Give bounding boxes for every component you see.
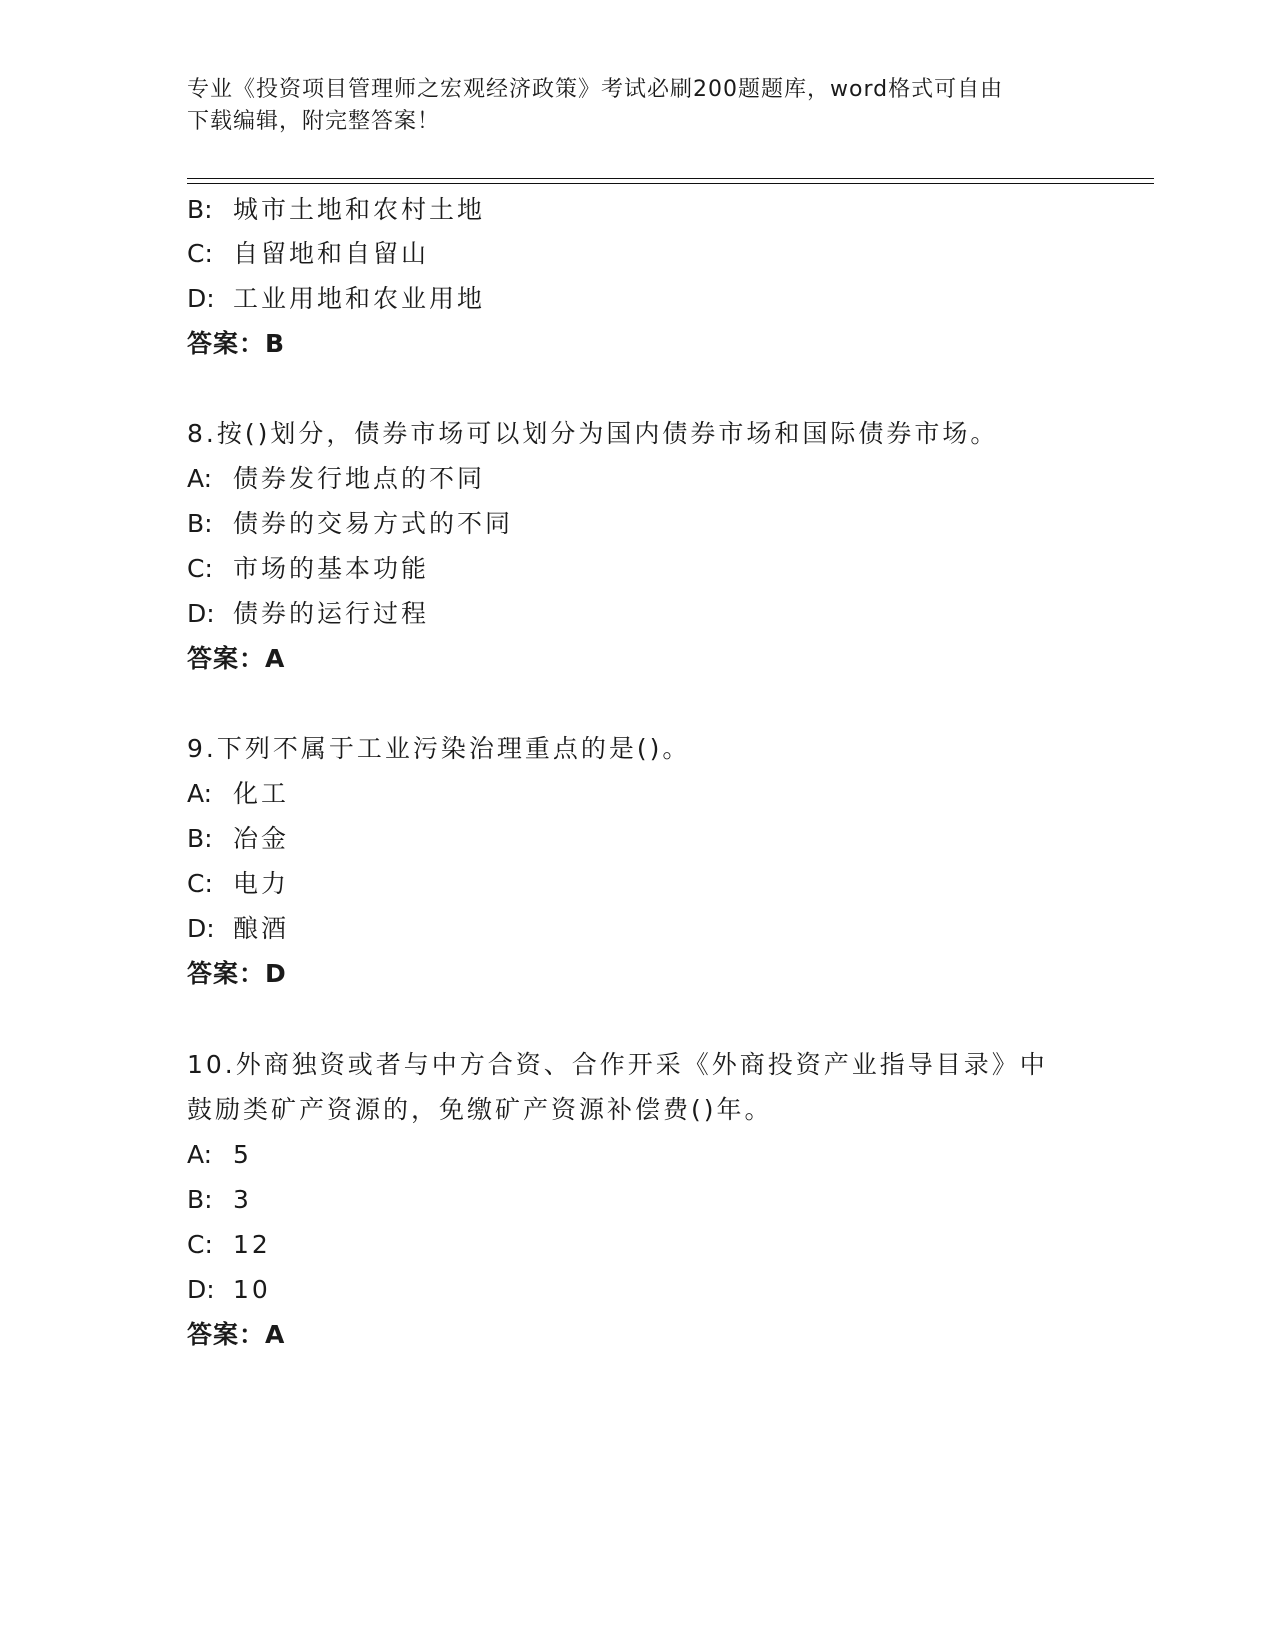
option-text: 5 [233,1140,252,1169]
option-text: 工业用地和农业用地 [233,284,486,313]
q9-option-a [187,779,289,809]
q10-option-b [187,1185,252,1215]
option-text: 债券发行地点的不同 [233,464,486,493]
option-label: D: [187,599,215,628]
option-text: 3 [233,1185,252,1214]
option-text: 酿酒 [233,914,290,943]
option-text: 城市土地和农村土地 [233,195,486,224]
option-text: 10 [233,1275,271,1304]
option-label: A: [187,1140,213,1169]
option-label: B: [187,1185,213,1214]
q9-option-b [187,824,289,854]
option-text: 12 [233,1230,271,1259]
header-divider-top [187,178,1154,179]
q9-option-d [187,914,289,944]
q7-option-d [187,284,485,314]
option-label: C: [187,1230,213,1259]
q7-option-c [187,239,429,269]
option-text: 市场的基本功能 [233,554,430,583]
option-label: B: [187,509,213,538]
header-line-2: 下载编辑，附完整答案！ [187,109,441,134]
option-text: 电力 [233,869,290,898]
q10-option-a [187,1140,252,1170]
document-header [187,74,1087,138]
q9-option-c [187,869,289,899]
option-label: A: [187,464,213,493]
option-label: B: [187,195,213,224]
q10-stem-line-1: 10.外商独资或者与中方合资、合作开采《外商投资产业指导目录》中 [187,1050,1048,1079]
option-text: 化工 [233,779,290,808]
q8-option-a [187,464,485,494]
q10-option-d [187,1275,271,1305]
option-text: 债券的运行过程 [233,599,430,628]
q8-option-d [187,599,429,629]
header-line-1: 专业《投资项目管理师之宏观经济政策》考试必刷200题题库，word格式可自由 [187,77,1004,102]
option-text: 债券的交易方式的不同 [233,509,514,538]
q9-answer: 答案：D [187,959,287,988]
q10-answer: 答案：A [187,1320,286,1349]
option-text: 冶金 [233,824,290,853]
q8-option-b [187,509,513,539]
option-label: C: [187,554,213,583]
q10-option-c [187,1230,271,1260]
q7-answer: 答案：B [187,329,286,358]
option-label: A: [187,779,213,808]
option-label: B: [187,824,213,853]
option-label: C: [187,869,213,898]
header-divider-bottom [187,183,1154,184]
q10-stem-line-2: 鼓励类矿产资源的，免缴矿产资源补偿费()年。 [187,1095,773,1124]
option-label: D: [187,914,215,943]
q8-answer: 答案：A [187,644,286,673]
option-label: C: [187,239,213,268]
option-text: 自留地和自留山 [233,239,430,268]
q7-option-b [187,195,485,225]
option-label: D: [187,1275,215,1304]
q8-stem: 8.按()划分，债券市场可以划分为国内债券市场和国际债券市场。 [187,419,999,448]
q9-stem: 9.下列不属于工业污染治理重点的是()。 [187,734,691,763]
option-label: D: [187,284,215,313]
q8-option-c [187,554,429,584]
